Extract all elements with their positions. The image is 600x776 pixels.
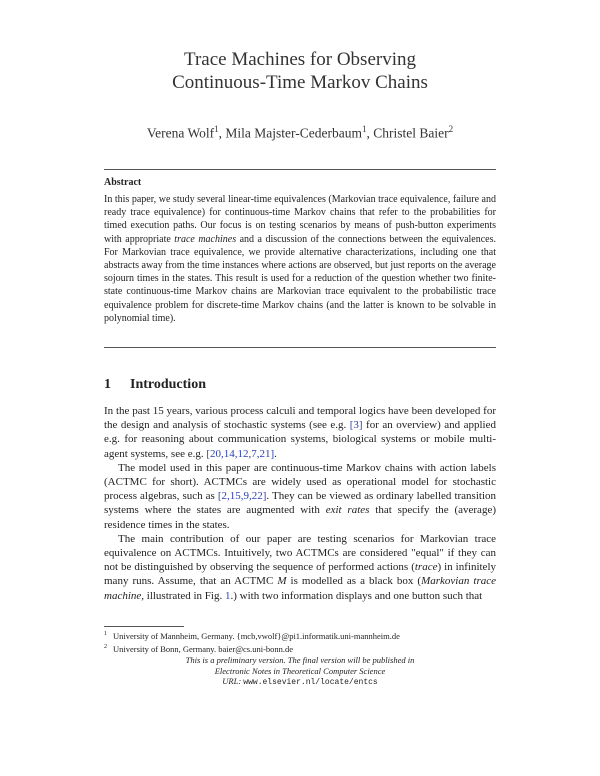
author-list: Verena Wolf$^1$, Mila Majster-Cederbaum$^1$, Christel Baier$^2$ [146, 124, 454, 141]
footnote [104, 629, 496, 642]
emphasis: M [277, 575, 287, 588]
section-number: 1 [104, 377, 111, 392]
footnote-text: University of Mannheim, Germany. {mcb,vwolf}@pi1.informatik.uni-mannheim.de [113, 630, 400, 641]
abstract-bottom-rule [104, 347, 496, 348]
abstract-heading: Abstract [104, 177, 142, 188]
footnote-rule [104, 626, 184, 627]
author-name: Christel Baier [373, 125, 449, 141]
publication-note [104, 655, 496, 689]
url-link[interactable]: www.elsevier.nl/locate/entcs [243, 678, 378, 687]
citation-link[interactable]: [2,15,9,22] [217, 490, 267, 503]
text: . [274, 447, 277, 460]
text: , illustrated in Fig. [141, 589, 225, 602]
text: The main contribution of our paper are testing scenarios for Markovian trace equivalence on ACTMCs. Intuitively, two ACTMCs are considered "equal" if they can not be distinguished by observing the sequence of performed actions ( [104, 532, 496, 574]
footnote [104, 642, 496, 655]
emphasis: trace [414, 561, 438, 574]
section-heading [104, 377, 206, 393]
note-line: Electronic Notes in Theoretical Computer Science [214, 665, 386, 676]
abstract-top-rule [104, 169, 496, 170]
text: that specify the (average) residence times in the states. [104, 504, 496, 531]
abstract-body [104, 193, 496, 325]
emphasis: exit rates [325, 504, 370, 517]
abstract-emphasis: trace machines [174, 233, 237, 245]
author-name: Verena Wolf [146, 125, 215, 141]
title-line-1: Trace Machines for Observing [184, 49, 416, 70]
footnote-text: University of Bonn, Germany. baier@cs.uni-bonn.de [113, 643, 294, 654]
footnotes [104, 629, 496, 655]
text: The model used in this paper are continuous-time Markov chains with action labels (ACTMC for short). ACTMCs are widely used as operational model for stochastic process algebras, such as [104, 461, 496, 503]
note-line: This is a preliminary version. The final version will be published in [185, 655, 415, 665]
author-affiliation-mark: 1 [361, 124, 367, 134]
paragraph [104, 532, 496, 603]
note-url-line [104, 676, 496, 689]
figure-link[interactable]: 1 [225, 589, 231, 602]
text: ) in infinitely many runs. Assume, that an ACTMC [104, 561, 496, 588]
footnote-mark: 2 [104, 643, 107, 650]
text: is modelled as a black box ( [286, 575, 422, 588]
citation-link[interactable]: [20,14,12,7,21] [206, 447, 275, 460]
author-name: Mila Majster-Cederbaum [225, 125, 362, 141]
emphasis: Markovian trace machine [104, 575, 496, 602]
title-line-2: Continuous-Time Markov Chains [172, 72, 428, 93]
author-affiliation-mark: 2 [448, 124, 454, 134]
section-title: Introduction [130, 377, 206, 392]
paragraph [104, 461, 496, 532]
url-label: URL: [222, 676, 244, 686]
text: .) with two information displays and one button such that [230, 589, 483, 602]
abstract-text-part: and a discussion of the connections between the equivalences. For Markovian trace equivalence, we provide alternative characterizations, including one that abstracts away from the time instances where actions are observed, but just reports on the average sojourn times in the states. This result is used for a reduction of the question whether two finite-state continuous-time Markov chains are Markovian trace equivalent to the probabilistic trace equivalence problem for discrete-time Markov chains (and the latter is known to be solvable in polynomial time). [104, 233, 497, 324]
introduction-body [104, 404, 496, 603]
author-affiliation-mark: 1 [214, 124, 219, 134]
abstract-text-part: In this paper, we study several linear-time equivalences (Markovian trace equivalence, failure and ready trace equivalence) for continuous-time Markov chains that refer to the probabilities for timed execution paths. Our focus is on testing scenarios by means of push-button experiments with appropriate [104, 194, 496, 245]
paper-title [100, 48, 500, 94]
paragraph [104, 404, 496, 461]
text: for an overview) and applied e.g. for reasoning about communication systems, biological systems or mobile multi-agent systems, see e.g. [104, 419, 496, 460]
citation-link[interactable]: [3] [349, 419, 363, 432]
footnote-mark: 1 [104, 631, 107, 637]
text: . They can be viewed as ordinary labelled transition systems where the states are augmented with [104, 490, 496, 517]
text: In the past 15 years, various process calculi and temporal logics have been developed for the design and analysis of stochastic systems (see e.g. [104, 405, 496, 432]
